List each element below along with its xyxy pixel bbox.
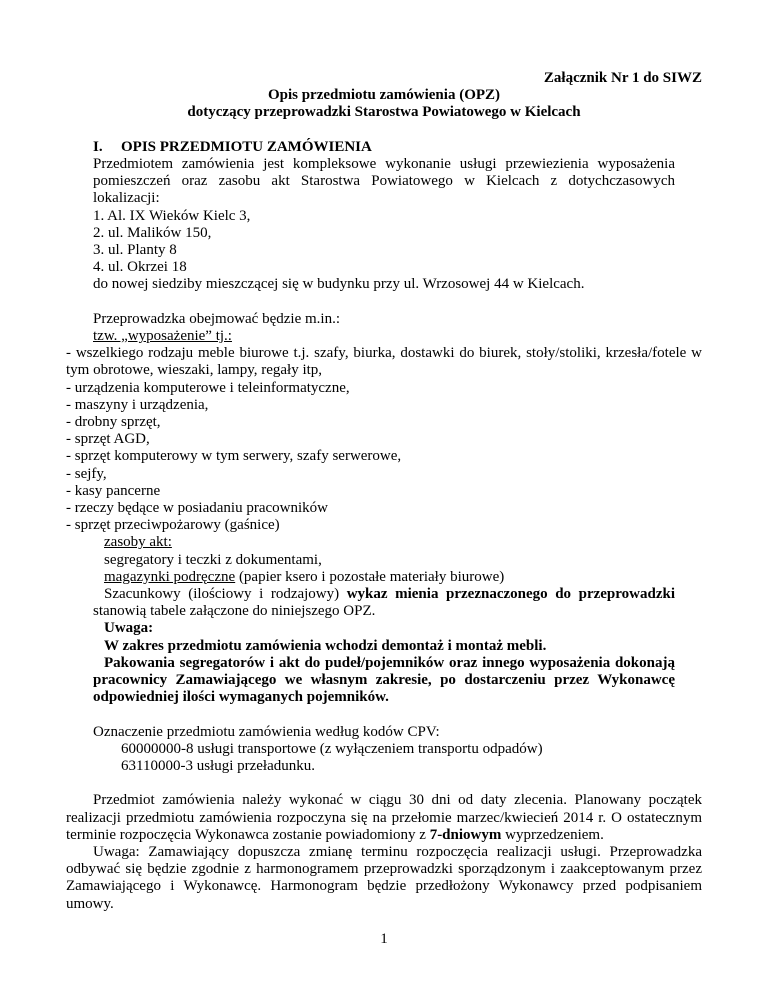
inventory-line xyxy=(93,586,675,620)
location-item-2: 2. ul. Malików 150, xyxy=(93,224,212,241)
section-heading xyxy=(93,139,702,156)
spacer xyxy=(66,706,702,723)
moving-intro: Przeprowadzka obejmować będzie m.in.: xyxy=(93,310,340,327)
inventory-bold: wykaz mienia przeznaczonego do przeprowadzki xyxy=(346,586,675,603)
equipment-item-5: - sprzęt AGD, xyxy=(66,431,150,448)
note-paragraph: Pakowania segregatorów i akt do pudeł/pojemników oraz innego wyposażenia dokonają pracownicy Zamawiającego we własnym zakresie, po dostarczeniu przez Wykonawcę odpowiedniej ilości wymaganych pojemników. xyxy=(93,654,675,706)
equipment-item-7: - sejfy, xyxy=(66,465,107,482)
equipment-item-1: - wszelkiego rodzaju meble biurowe t.j. szafy, biurka, dostawki do biurek, stoły/stoliki, krzesła/fotele w tym obrotowe, wieszaki, lampy, regały itp, xyxy=(66,345,702,379)
note-label: Uwaga: xyxy=(104,620,154,637)
inventory-normal: Szacunkowy (ilościowy i rodzajowy) xyxy=(104,586,347,603)
archives-item-2 xyxy=(104,569,702,586)
equipment-item-2: - urządzenia komputerowe i teleinformatyczne, xyxy=(66,379,350,396)
equipment-label: tzw. „wyposażenie” tj.: xyxy=(93,328,232,345)
equipment-item-10: - sprzęt przeciwpożarowy (gaśnice) xyxy=(66,517,280,534)
note-line-1: W zakres przedmiotu zamówienia wchodzi demontaż i montaż mebli. xyxy=(104,637,547,654)
archives-label-line xyxy=(104,534,702,551)
cpv-intro: Oznaczenie przedmiotu zamówienia według kodów CPV: xyxy=(93,723,440,740)
cpv-code-2: 63110000-3 usługi przeładunku. xyxy=(121,758,315,775)
destination-line: do nowej siedziby mieszczącej się w budynku przy ul. Wrzosowej 44 w Kielcach. xyxy=(93,276,585,293)
spacer xyxy=(66,294,702,311)
page-number: 1 xyxy=(380,930,388,947)
equipment-label-line xyxy=(93,328,702,345)
archives-item-2-rest: (papier ksero i pozostałe materiały biurowe) xyxy=(235,568,505,585)
location-item-3: 3. ul. Planty 8 xyxy=(93,242,177,259)
equipment-item-4: - drobny sprzęt, xyxy=(66,414,161,431)
archives-item-1: segregatory i teczki z dokumentami, xyxy=(104,551,322,568)
inventory-rest: stanowią tabele załączone do niniejszego OPZ. xyxy=(93,603,376,620)
cpv-code-1: 60000000-8 usługi transportowe (z wyłączeniem transportu odpadów) xyxy=(121,740,543,757)
equipment-item-9: - rzeczy będące w posiadaniu pracowników xyxy=(66,500,328,517)
archives-label: zasoby akt: xyxy=(104,534,172,551)
deadline-part-1: Przedmiot zamówienia należy wykonać w ciągu 30 dni od daty zlecenia. Planowany początek realizacji przedmiotu zamówienia rozpoczyna się na przełomie marzec/kwiecień 2014 r. O ostatecznym terminie rozpoczęcia Wykonawca zostanie powiadomiony z xyxy=(66,792,702,843)
spacer xyxy=(66,775,702,792)
attachment-label: Załącznik Nr 1 do SIWZ xyxy=(543,70,702,86)
location-item-1: 1. Al. IX Wieków Kielc 3, xyxy=(93,207,251,224)
closing-paragraph: Uwaga: Zamawiający dopuszcza zmianę terminu rozpoczęcia realizacji usługi. Przeprowadzka odbywać się będzie zgodnie z harmonogramem przeprowadzki sporządzonym i zaakceptowanym przez Zamawiającego i Wykonawcę. Harmonogram będzie przedłożony Wykonawcy przed podpisaniem umowy. xyxy=(66,844,702,912)
location-item-4: 4. ul. Okrzei 18 xyxy=(93,259,187,276)
document-subtitle: dotyczący przeprowadzki Starostwa Powiatowego w Kielcach xyxy=(187,104,581,121)
equipment-item-6: - sprzęt komputerowy w tym serwery, szafy serwerowe, xyxy=(66,448,402,465)
deadline-bold: 7-dniowym xyxy=(429,826,502,843)
spacer xyxy=(66,122,702,139)
intro-paragraph: Przedmiotem zamówienia jest kompleksowe wykonanie usługi przewiezienia wyposażenia pomieszczeń oraz zasobu akt Starostwa Powiatowego w Kielcach z dotychczasowych lokalizacji: xyxy=(93,156,675,207)
equipment-item-3: - maszyny i urządzenia, xyxy=(66,396,209,413)
deadline-paragraph xyxy=(66,792,702,844)
deadline-part-2: wyprzedzeniem. xyxy=(501,826,604,843)
archives-item-2-underlined: magazynki podręczne xyxy=(104,568,236,585)
section-number: I. xyxy=(93,138,103,155)
document-title: Opis przedmiotu zamówienia (OPZ) xyxy=(267,87,501,104)
equipment-item-8: - kasy pancerne xyxy=(66,482,161,499)
section-title: OPIS PRZEDMIOTU ZAMÓWIENIA xyxy=(121,138,372,155)
